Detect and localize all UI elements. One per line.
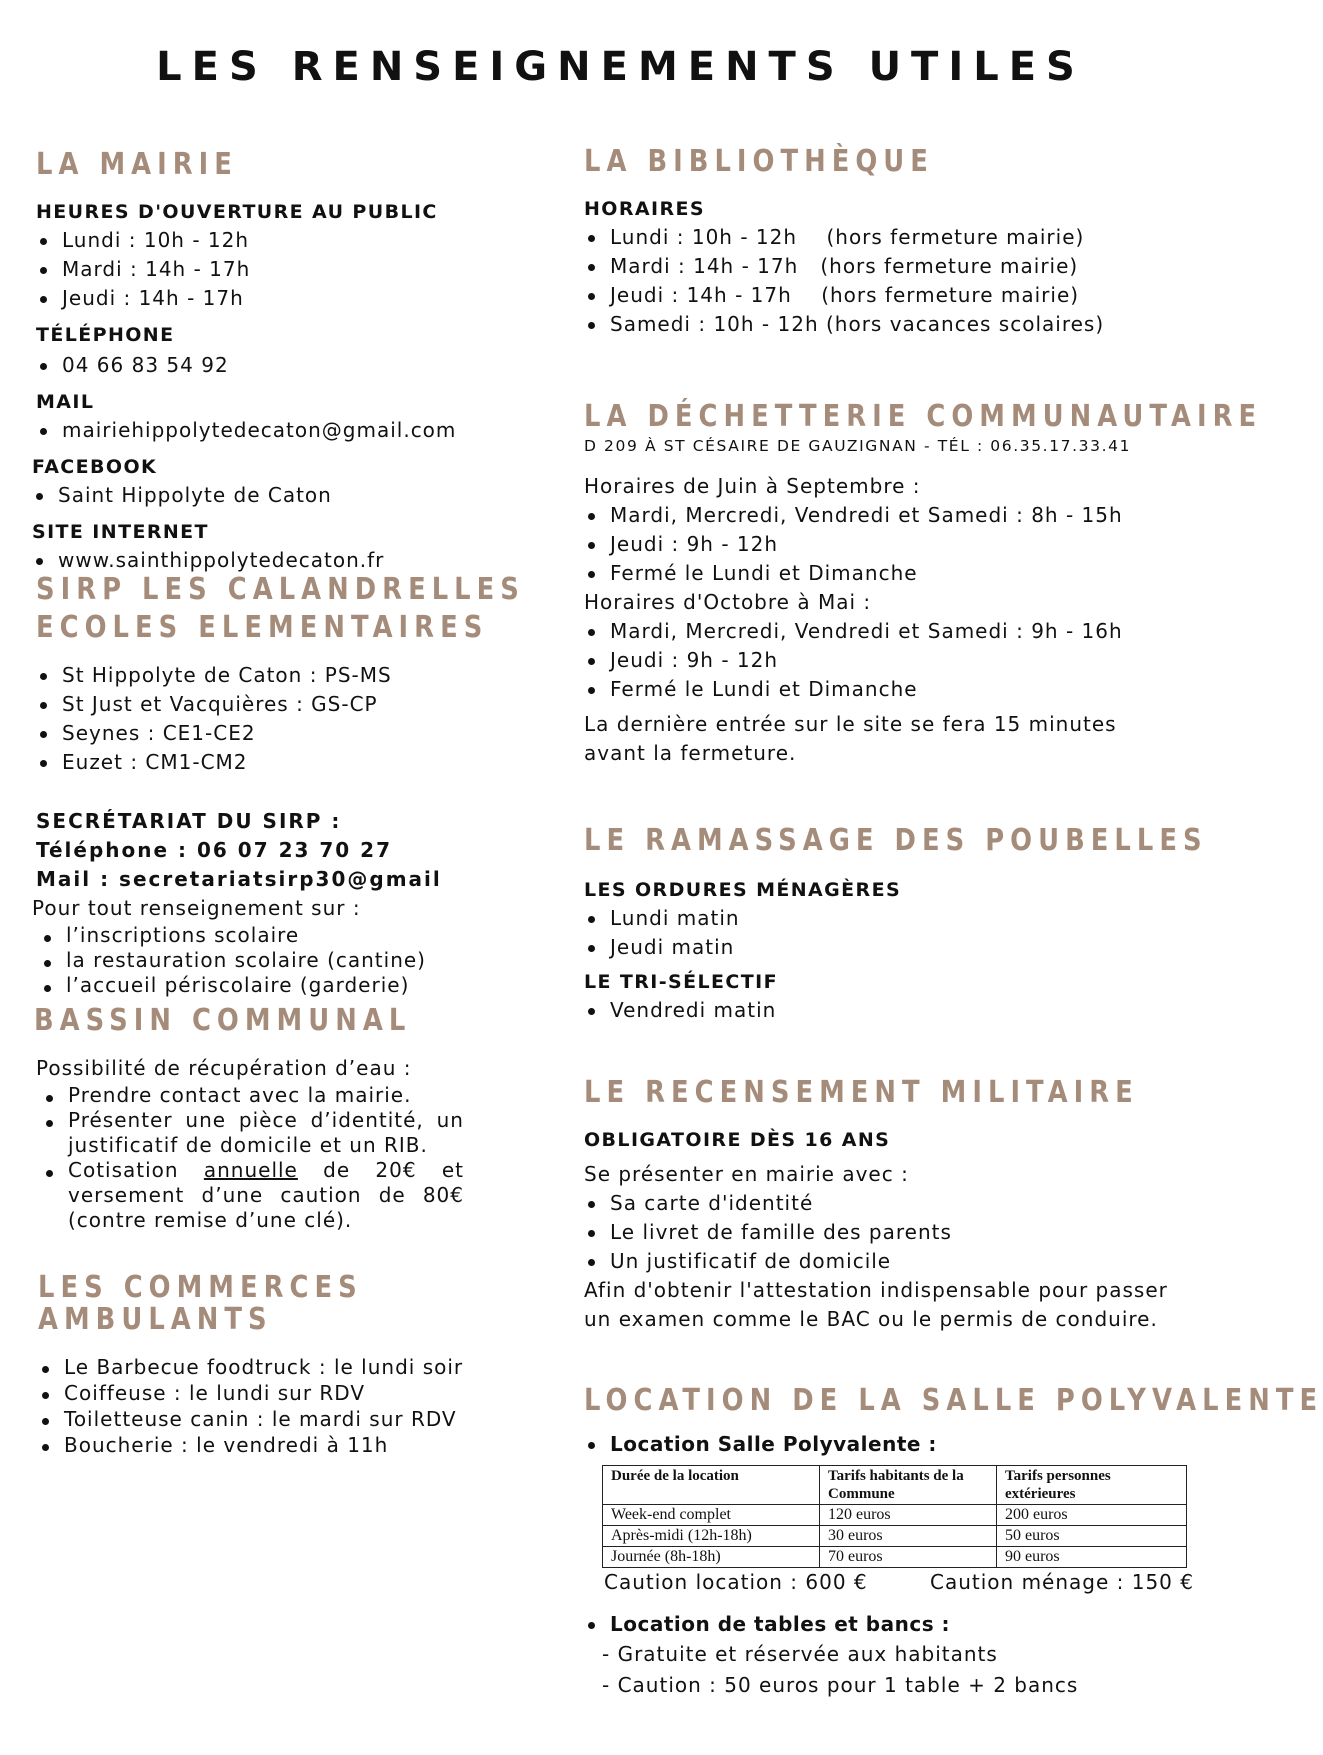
location-tables (584, 1610, 1214, 1639)
section-title-commerces-line2: AMBULANTS (38, 1302, 273, 1337)
poubelles-om-list (584, 904, 1184, 962)
recensement-sub: OBLIGATOIRE DÈS 16 ANS (584, 1129, 891, 1151)
table-header: Tarifs personnes extérieures (997, 1466, 1187, 1505)
list-item: Jeudi : 9h - 12h (584, 646, 1204, 675)
sirp-schools-list (36, 661, 566, 777)
mairie-facebook[interactable]: Saint Hippolyte de Caton (32, 481, 556, 510)
section-title-recensement: LE RECENSEMENT MILITAIRE (584, 1075, 1139, 1110)
list-item: Mardi : 14h - 17h (36, 255, 556, 284)
mairie-site[interactable]: www.sainthippolytedecaton.fr (32, 546, 556, 575)
list-item: Boucherie : le vendredi à 11h (38, 1432, 558, 1458)
caution-menage: Caution ménage : 150 € (930, 1570, 1194, 1594)
caution-location: Caution location : 600 € (604, 1570, 868, 1594)
section-mairie (32, 146, 556, 575)
location-tables-item: - Gratuite et réservée aux habitants (602, 1642, 998, 1666)
table-cell: 120 euros (820, 1505, 997, 1526)
list-item: St Just et Vacquières : GS-CP (36, 690, 566, 719)
decheterie-note: La dernière entrée sur le site se fera 15 minutes avant la fermeture. (584, 712, 1117, 765)
sirp-secretariat-label: SECRÉTARIAT DU SIRP : (36, 809, 342, 833)
mairie-phone-label: TÉLÉPHONE (36, 324, 175, 346)
section-sirp (32, 571, 566, 998)
poubelles-tri-list (584, 996, 1184, 1025)
poubelles-om-label: LES ORDURES MÉNAGÈRES (584, 879, 902, 901)
section-title-poubelles: LE RAMASSAGE DES POUBELLES (584, 823, 1208, 858)
section-bassin (34, 1002, 464, 1233)
location-salle-label: Location Salle Polyvalente : (584, 1430, 1214, 1459)
poubelles-tri-label: LE TRI-SÉLECTIF (584, 971, 778, 993)
table-cell: 200 euros (997, 1505, 1187, 1526)
bibliotheque-hours-list (584, 223, 1184, 339)
bassin-item3-b: de 20€ et versement d’une caution de 80€ (contre remise d’une clé). (68, 1158, 464, 1232)
section-title-mairie: LA MAIRIE (36, 147, 238, 182)
decheterie-address: D 209 À ST CÉSAIRE DE GAUZIGNAN - TÉL : 06.35.17.33.41 (584, 437, 1132, 455)
decheterie-winter-label: Horaires d'Octobre à Mai : (584, 590, 872, 614)
table-header-row (603, 1466, 1187, 1505)
commerces-list (38, 1354, 558, 1458)
list-item: Samedi : 10h - 12h (hors vacances scolaires) (584, 310, 1184, 339)
list-item: Fermé le Lundi et Dimanche (584, 675, 1204, 704)
sirp-info-list (40, 923, 566, 998)
recensement-intro: Se présenter en mairie avec : (584, 1162, 909, 1186)
mairie-hours-list (36, 226, 556, 313)
table-cell: 70 euros (820, 1547, 997, 1568)
list-item: Seynes : CE1-CE2 (36, 719, 566, 748)
section-poubelles (584, 822, 1208, 1025)
tarifs-table (602, 1465, 1187, 1568)
section-commerces (38, 1272, 558, 1458)
page-title: LES RENSEIGNEMENTS UTILES (156, 44, 1085, 90)
location-tables-item: - Caution : 50 euros pour 1 table + 2 bancs (602, 1673, 1079, 1697)
list-item: Le Barbecue foodtruck : le lundi soir (38, 1354, 558, 1380)
bassin-list (42, 1083, 464, 1233)
decheterie-winter-list (584, 617, 1204, 704)
list-item: Euzet : CM1-CM2 (36, 748, 566, 777)
table-cell: Journée (8h-18h) (603, 1547, 820, 1568)
bassin-item3-underlined: annuelle (203, 1158, 298, 1182)
mairie-mail-label: MAIL (36, 391, 95, 413)
sirp-info-intro: Pour tout renseignement sur : (32, 896, 361, 920)
list-item: Le livret de famille des parents (584, 1218, 1174, 1247)
list-item: Lundi : 10h - 12h (36, 226, 556, 255)
table-cell: Après-midi (12h-18h) (603, 1526, 820, 1547)
list-item: St Hippolyte de Caton : PS-MS (36, 661, 566, 690)
table-cell: Week-end complet (603, 1505, 820, 1526)
section-title-commerces-line1: LES COMMERCES (38, 1270, 363, 1305)
decheterie-summer-list (584, 501, 1204, 588)
cautions-row (604, 1568, 1194, 1598)
section-title-decheterie: LA DÉCHETTERIE COMMUNAUTAIRE (584, 399, 1263, 434)
list-item: Présenter une pièce d’identité, un justificatif de domicile et un RIB. (42, 1108, 464, 1158)
list-item: Toiletteuse canin : le mardi sur RDV (38, 1406, 558, 1432)
mairie-phone: 04 66 83 54 92 (36, 351, 556, 380)
mairie-mail[interactable]: mairiehippolytedecaton@gmail.com (36, 416, 556, 445)
bibliotheque-hours-label: HORAIRES (584, 198, 705, 220)
location-salle (584, 1430, 1214, 1459)
list-item: Sa carte d'identité (584, 1189, 1174, 1218)
section-title-sirp-line2: ECOLES ELEMENTAIRES (36, 610, 489, 645)
sirp-secretariat-mail: Mail : secretariatsirp30@gmail (36, 867, 442, 891)
list-item: Prendre contact avec la mairie. (42, 1083, 464, 1108)
section-location (584, 1382, 1323, 1701)
table-cell: 50 euros (997, 1526, 1187, 1547)
section-recensement (584, 1074, 1174, 1334)
decheterie-summer-label: Horaires de Juin à Septembre : (584, 474, 921, 498)
section-title-bassin: BASSIN COMMUNAL (34, 1003, 412, 1038)
recensement-list (584, 1189, 1174, 1276)
section-title-sirp-line1: SIRP LES CALANDRELLES (36, 572, 525, 607)
section-title-location: LOCATION DE LA SALLE POLYVALENTE (584, 1383, 1323, 1418)
bassin-item3-a: Cotisation (68, 1158, 204, 1182)
sirp-secretariat-phone: Téléphone : 06 07 23 70 27 (36, 838, 393, 862)
list-item: Lundi : 10h - 12h (hors fermeture mairie) (584, 223, 1184, 252)
table-row (603, 1505, 1187, 1526)
list-item: Jeudi matin (584, 933, 1184, 962)
list-item: Vendredi matin (584, 996, 1184, 1025)
list-item: Mardi, Mercredi, Vendredi et Samedi : 9h - 16h (584, 617, 1204, 646)
list-item: Mardi, Mercredi, Vendredi et Samedi : 8h - 15h (584, 501, 1204, 530)
section-decheterie (584, 398, 1263, 768)
list-item: l’inscriptions scolaire (40, 923, 566, 948)
recensement-note: Afin d'obtenir l'attestation indispensable pour passer un examen comme le BAC ou le permis de conduire. (584, 1278, 1168, 1331)
table-cell: 90 euros (997, 1547, 1187, 1568)
table-header: Durée de la location (603, 1466, 820, 1505)
list-item: Jeudi : 14h - 17h (hors fermeture mairie) (584, 281, 1184, 310)
section-bibliotheque (584, 143, 1184, 339)
list-item: la restauration scolaire (cantine) (40, 948, 566, 973)
mairie-site-label: SITE INTERNET (32, 521, 209, 543)
list-item: Un justificatif de domicile (584, 1247, 1174, 1276)
list-item: Lundi matin (584, 904, 1184, 933)
table-header: Tarifs habitants de la Commune (820, 1466, 997, 1505)
mairie-hours-label: HEURES D'OUVERTURE AU PUBLIC (36, 201, 438, 223)
list-item: Jeudi : 14h - 17h (36, 284, 556, 313)
bassin-intro: Possibilité de récupération d’eau : (36, 1056, 412, 1080)
list-item: Fermé le Lundi et Dimanche (584, 559, 1204, 588)
list-item: Coiffeuse : le lundi sur RDV (38, 1380, 558, 1406)
list-item: Jeudi : 9h - 12h (584, 530, 1204, 559)
table-row (603, 1526, 1187, 1547)
table-cell: 30 euros (820, 1526, 997, 1547)
list-item (42, 1158, 464, 1233)
mairie-facebook-label: FACEBOOK (32, 456, 158, 478)
table-row (603, 1547, 1187, 1568)
location-tables-label: Location de tables et bancs : (584, 1610, 1214, 1639)
list-item: l’accueil périscolaire (garderie) (40, 973, 566, 998)
section-title-bibliotheque: LA BIBLIOTHÈQUE (584, 144, 934, 179)
list-item: Mardi : 14h - 17h (hors fermeture mairie) (584, 252, 1184, 281)
